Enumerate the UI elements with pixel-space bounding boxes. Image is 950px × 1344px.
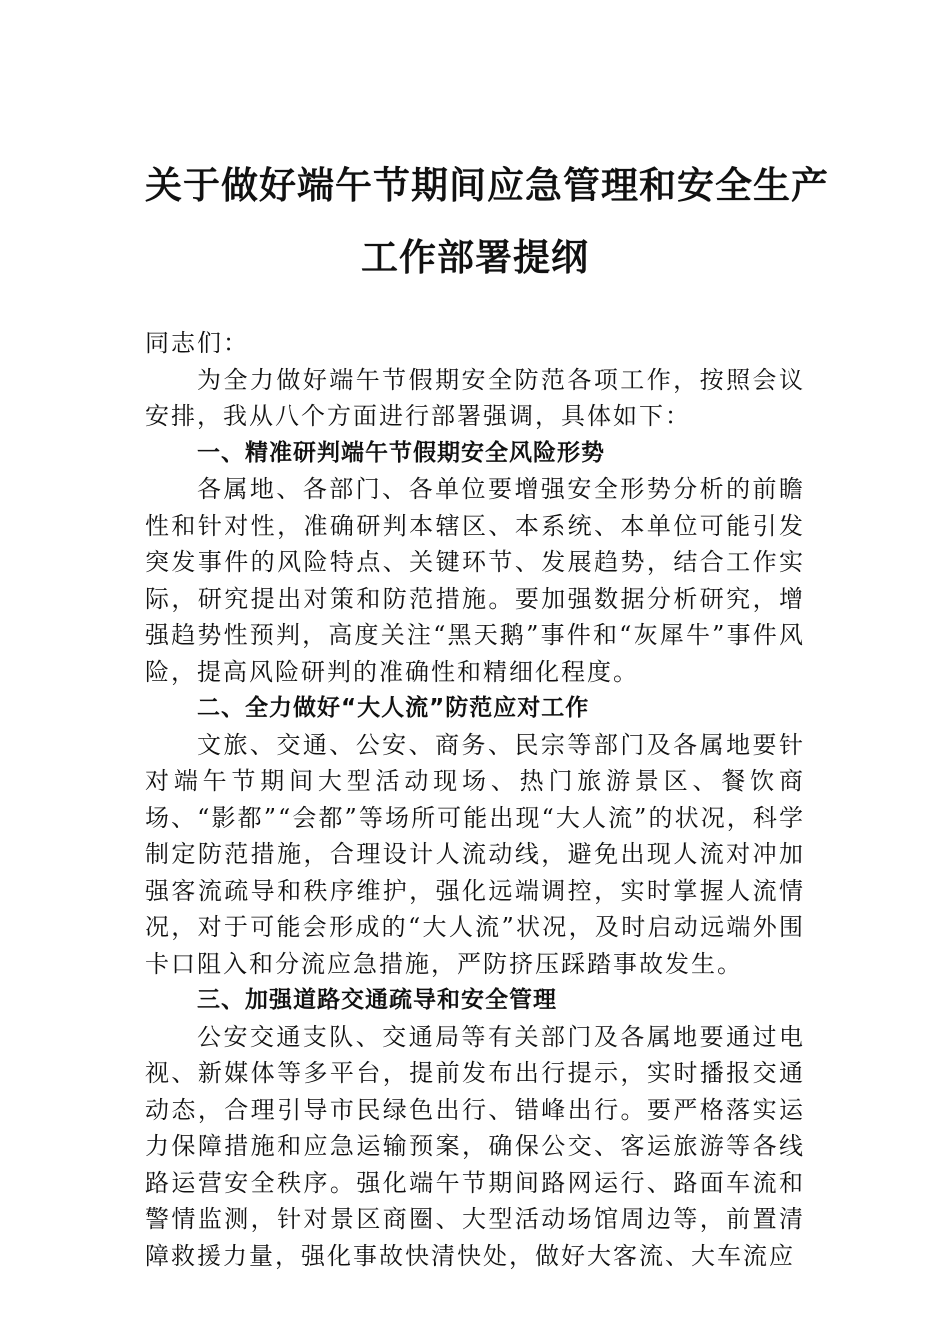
salutation: 同志们： bbox=[145, 329, 249, 357]
document-body bbox=[145, 325, 805, 1274]
document-title-line-1: 关于做好端午节期间应急管理和安全生产 bbox=[145, 163, 829, 207]
section-body-1: 各属地、各部门、各单位要增强安全形势分析的前瞻性和针对性，准确研判本辖区、本系统、本单位可能引发突发事件的风险特点、关键环节、发展趋势，结合工作实际，研究提出对策和防范措施。要加强数据分析研究，增强趋势性预判，高度关注“黑天鹅”事件和“灰犀牛”事件风险，提高风险研判的准确性和精细化程度。 bbox=[145, 475, 805, 686]
section-heading-1: 一、精准研判端午节假期安全风险形势 bbox=[197, 439, 605, 466]
document-title-line-2: 工作部署提纲 bbox=[361, 235, 589, 279]
section-body-3: 公安交通支队、交通局等有关部门及各属地要通过电视、新媒体等多平台，提前发布出行提示，实时播报交通动态，合理引导市民绿色出行、错峰出行。要严格落实运力保障措施和应急运输预案，确保公交、客运旅游等各线路运营安全秩序。强化端午节期间路网运行、路面车流和警情监测，针对景区商圈、大型活动场馆周边等，前置清障救援力量，强化事故快清快处，做好大客流、大车流应 bbox=[145, 1022, 805, 1270]
section-heading-2: 二、全力做好“大人流”防范应对工作 bbox=[197, 695, 590, 721]
section-heading-3: 三、加强道路交通疏导和安全管理 bbox=[197, 987, 557, 1013]
section-body-2: 文旅、交通、公安、商务、民宗等部门及各属地要针对端午节期间大型活动现场、热门旅游景区、餐饮商场、“影都”“会都”等场所可能出现“大人流”的状况，科学制定防范措施，合理设计人流动线，避免出现人流对冲加强客流疏导和秩序维护，强化远端调控，实时掌握人流情况，对于可能会形成的“大人流”状况，及时启动远端外围卡口阻入和分流应急措施，严防挤压踩踏事故发生。 bbox=[145, 730, 805, 978]
intro-paragraph: 为全力做好端午节假期安全防范各项工作，按照会议安排，我从八个方面进行部署强调，具体如下： bbox=[145, 365, 805, 430]
